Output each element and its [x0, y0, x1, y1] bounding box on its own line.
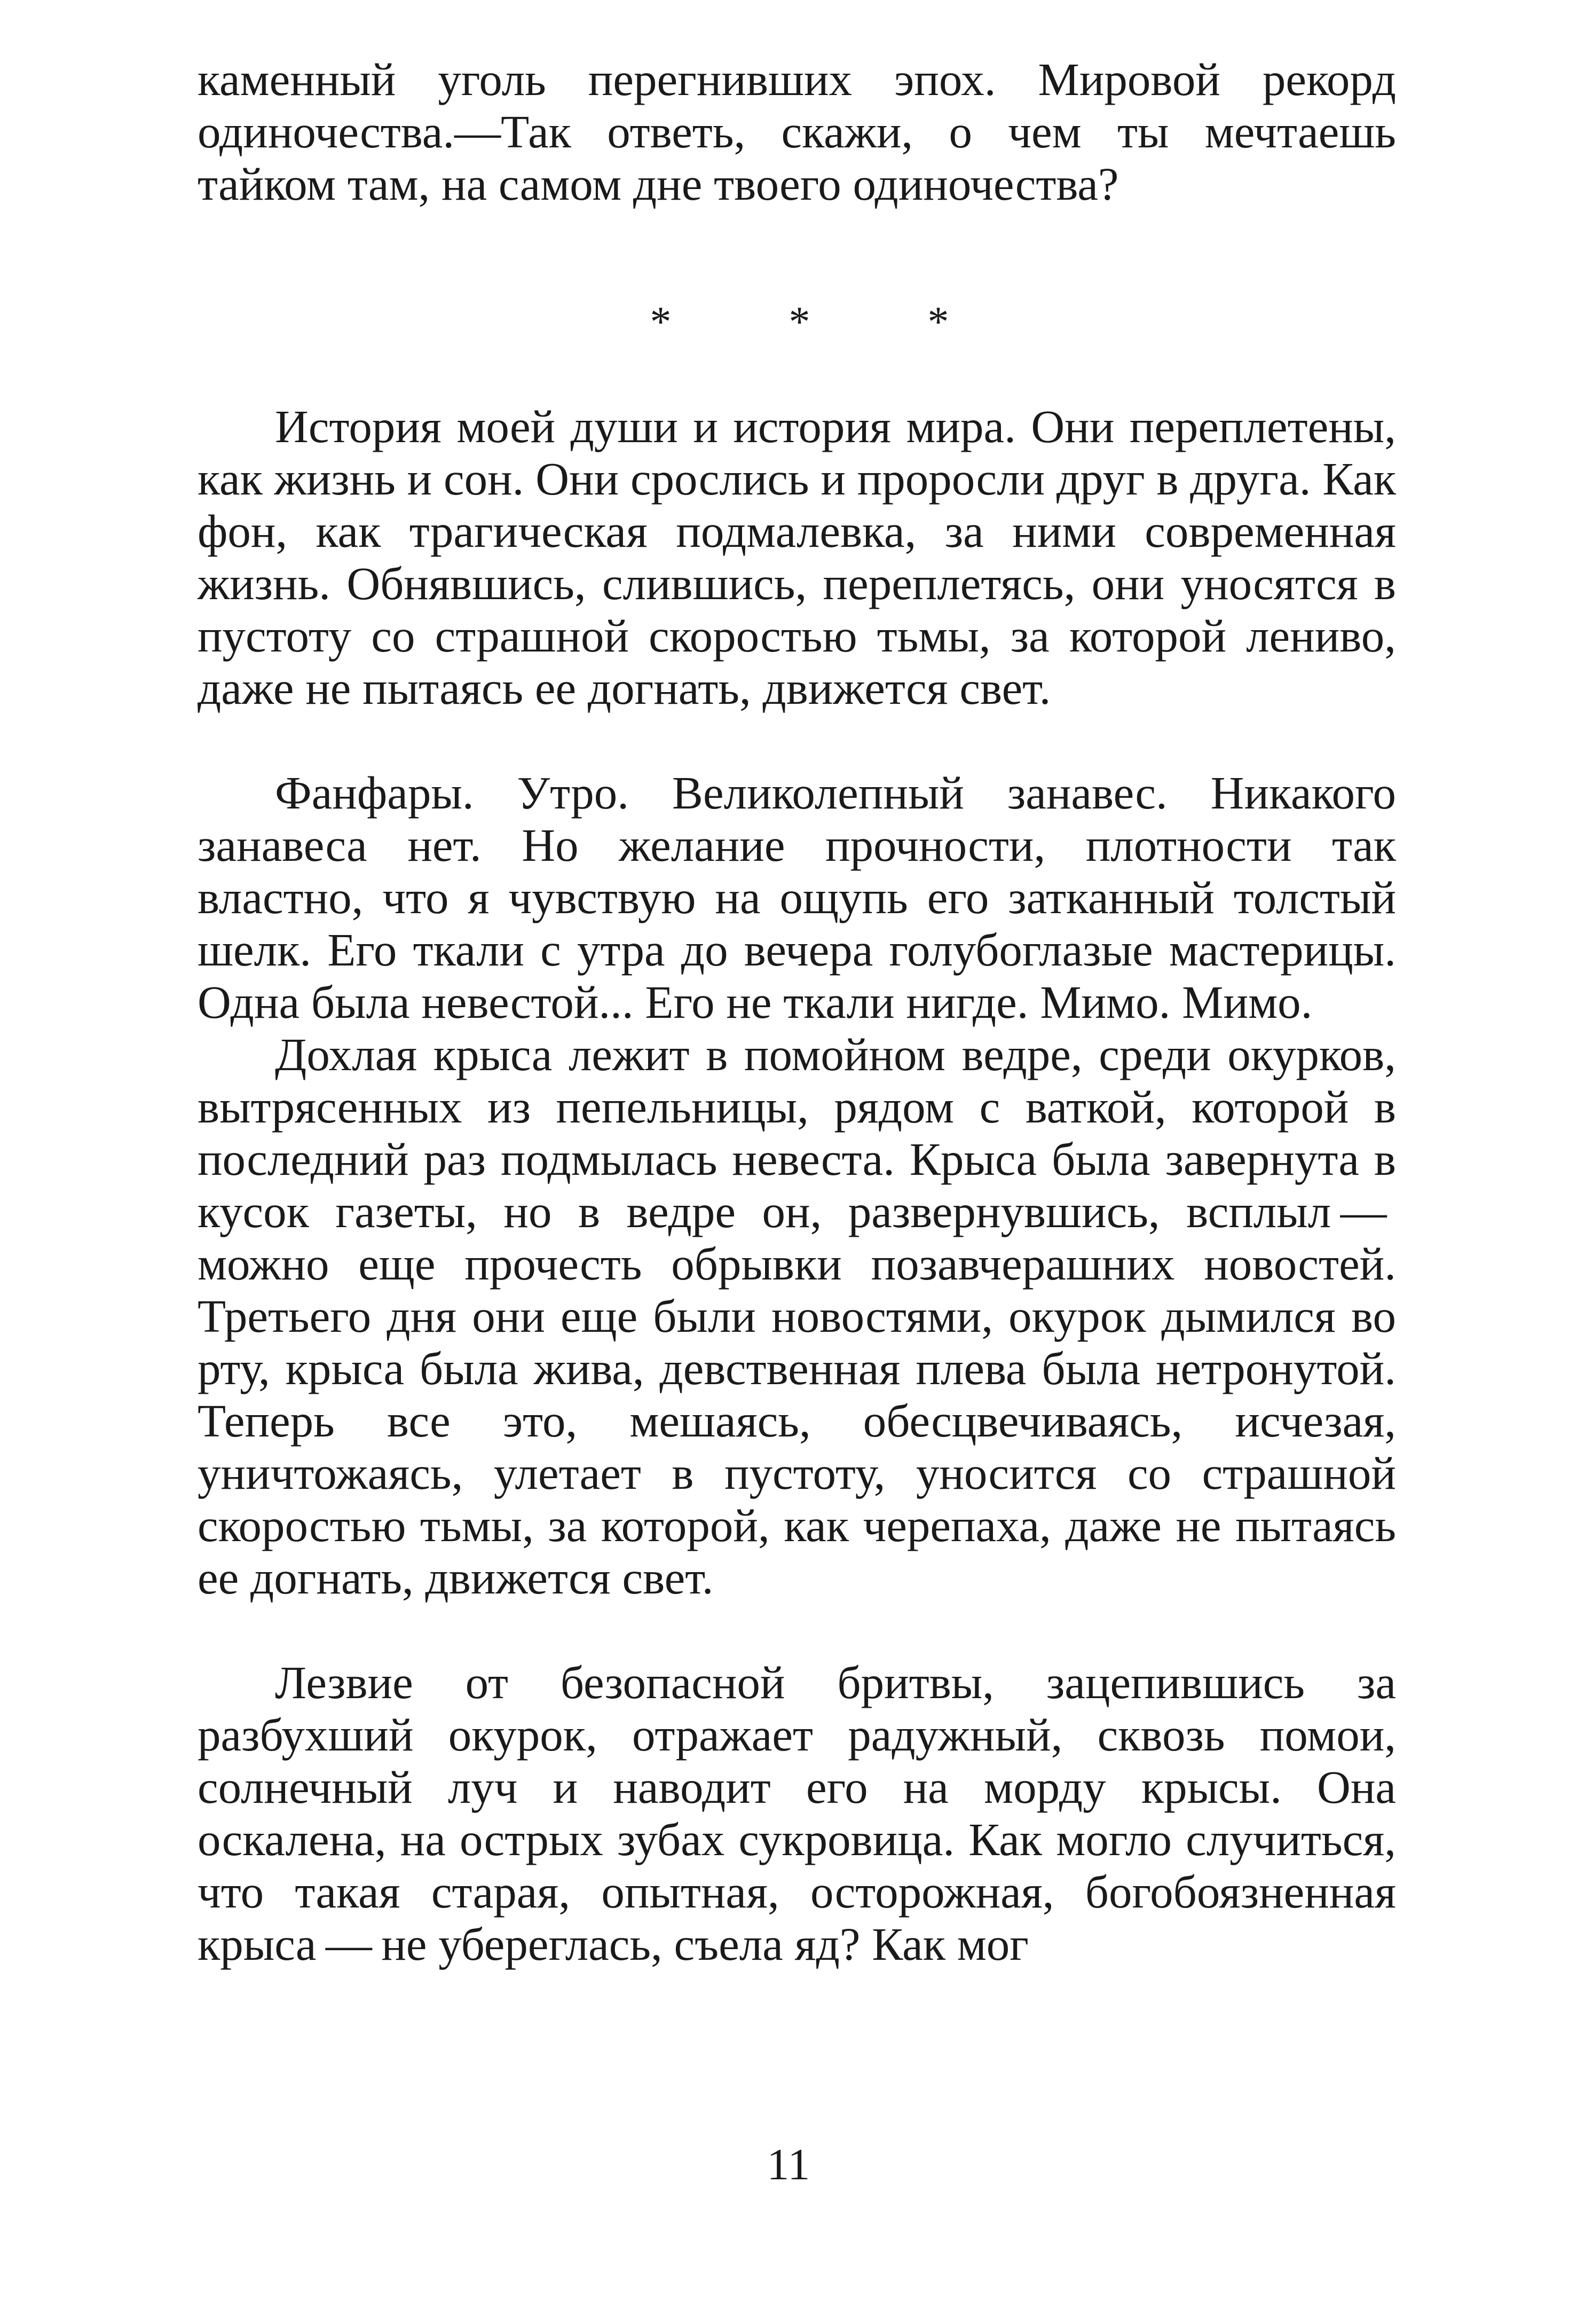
paragraph-dead-rat: Дохлая крыса лежит в помойном ведре, среди окурков, вытрясенных из пепельницы, рядом с ваткой, которой в последний раз подмылась невеста. Крыса была завернута в кусок газеты, но в ведре он, развернувшись, всплыл — можно еще прочесть обрывки позавчерашних новостей. Третьего дня они еще были новостями, окурок дымился во рту, крыса была жива, девственная плева была нетронутой. Теперь все это, мешаясь, обесцвечиваясь, исчезая, уничтожаясь, улетает в пустоту, уносится со страшной скоростью тьмы, за которой, как черепаха, даже не пытаясь ее догнать, движется свет.: [198, 1028, 1396, 1604]
paragraph-continued: каменный уголь перегнивших эпох. Мировой рекорд одиночества.—Так ответь, скажи, о чем ты мечтаешь тайком там, на самом дне твоего одиночества?: [198, 53, 1396, 210]
paragraph-history: История моей души и история мира. Они переплетены, как жизнь и сон. Они срослись и проросли друг в друга. Как фон, как трагическая подмалевка, за ними современная жизнь. Обнявшись, слившись, переплетясь, они уносятся в пустоту со страшной скоростью тьмы, за которой лениво, даже не пытаясь ее догнать, движется свет.: [198, 401, 1396, 714]
page-number: 11: [767, 2140, 810, 2189]
paragraph-razor-blade: Лезвие от безопасной бритвы, зацепившись за разбухший окурок, отражает радужный, сквозь помои, солнечный луч и наводит его на морду крысы. Она оскалена, на острых зубах сукровица. Как могло случиться, что такая старая, опытная, осторожная, богобоязненная крыса — не убереглась, съела яд? Как мог: [198, 1656, 1396, 1970]
book-page: [198, 53, 1396, 1970]
paragraph-fanfares: Фанфары. Утро. Великолепный занавес. Никакого занавеса нет. Но желание прочности, плотности так властно, что я чувствую на ощупь его затканный толстый шелк. Его ткали с утра до вечера голубоглазые мастерицы. Одна была невестой... Его не ткали нигде. Мимо. Мимо.: [198, 767, 1396, 1028]
section-separator: * * *: [650, 299, 1003, 346]
